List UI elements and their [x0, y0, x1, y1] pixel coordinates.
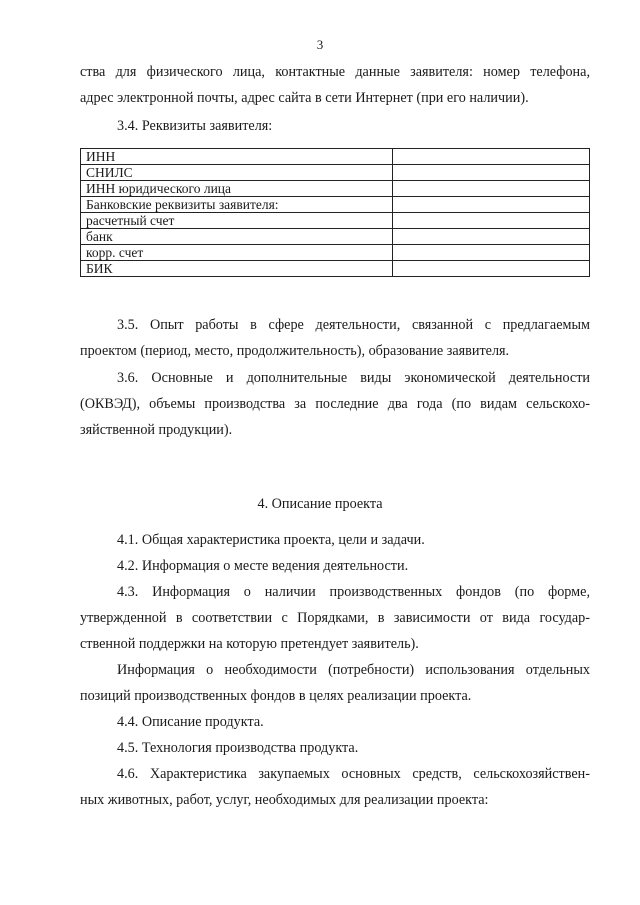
requisite-label: банк	[81, 229, 393, 245]
requisite-value	[393, 197, 590, 213]
table-row	[81, 149, 590, 165]
table-row	[81, 213, 590, 229]
production-funds-need-line-2: позиций производственных фондов в целях реализации проекта.	[80, 688, 472, 704]
section-3-5-line-1: 3.5. Опыт работы в сфере деятельности, связанной с предлагаемым	[117, 317, 590, 333]
section-4-3-line-3: ственной поддержки на которую претендует заявитель).	[80, 636, 419, 652]
table-row	[81, 197, 590, 213]
table-row	[81, 165, 590, 181]
requisite-label: СНИЛС	[81, 165, 393, 181]
intro-line-2: адрес электронной почты, адрес сайта в сети Интернет (при его наличии).	[80, 90, 529, 106]
section-4-3-line-2: утвержденной в соответствии с Порядками, в зависимости от вида государ-	[80, 610, 590, 626]
section-4-6-line-1: 4.6. Характеристика закупаемых основных средств, сельскохозяйствен-	[117, 766, 590, 782]
requisites-table	[80, 148, 590, 277]
requisite-label: ИНН юридического лица	[81, 181, 393, 197]
intro-line-1: ства для физического лица, контактные данные заявителя: номер телефона,	[80, 64, 590, 80]
section-4-5: 4.5. Технология производства продукта.	[117, 740, 359, 756]
requisite-value	[393, 245, 590, 261]
section-4-3-line-1: 4.3. Информация о наличии производственных фондов (по форме,	[117, 584, 590, 600]
requisite-label: БИК	[81, 261, 393, 277]
table-row	[81, 261, 590, 277]
requisite-value	[393, 181, 590, 197]
section-4-6-line-2: ных животных, работ, услуг, необходимых для реализации проекта:	[80, 792, 489, 808]
requisite-value	[393, 149, 590, 165]
section-4-2: 4.2. Информация о месте ведения деятельности.	[117, 558, 409, 574]
section-3-4-heading: 3.4. Реквизиты заявителя:	[117, 118, 273, 134]
requisite-label: Банковские реквизиты заявителя:	[81, 197, 393, 213]
page-number: 3	[316, 37, 324, 52]
requisite-value	[393, 213, 590, 229]
section-3-6-line-2: (ОКВЭД), объемы производства за последние два года (по видам сельскохо-	[80, 396, 590, 412]
section-3-6-line-3: зяйственной продукции).	[80, 422, 233, 438]
requisite-label: корр. счет	[81, 245, 393, 261]
table-row	[81, 181, 590, 197]
production-funds-need-line-1: Информация о необходимости (потребности) использования отдельных	[117, 662, 590, 678]
section-4-title: 4. Описание проекта	[257, 496, 383, 512]
table-row	[81, 229, 590, 245]
table-row	[81, 245, 590, 261]
requisite-label: ИНН	[81, 149, 393, 165]
section-3-5-line-2: проектом (период, место, продолжительность), образование заявителя.	[80, 343, 510, 359]
requisite-value	[393, 165, 590, 181]
requisite-value	[393, 261, 590, 277]
requisite-value	[393, 229, 590, 245]
section-4-4: 4.4. Описание продукта.	[117, 714, 264, 730]
section-3-6-line-1: 3.6. Основные и дополнительные виды экономической деятельности	[117, 370, 590, 386]
section-4-1: 4.1. Общая характеристика проекта, цели и задачи.	[117, 532, 425, 548]
requisite-label: расчетный счет	[81, 213, 393, 229]
